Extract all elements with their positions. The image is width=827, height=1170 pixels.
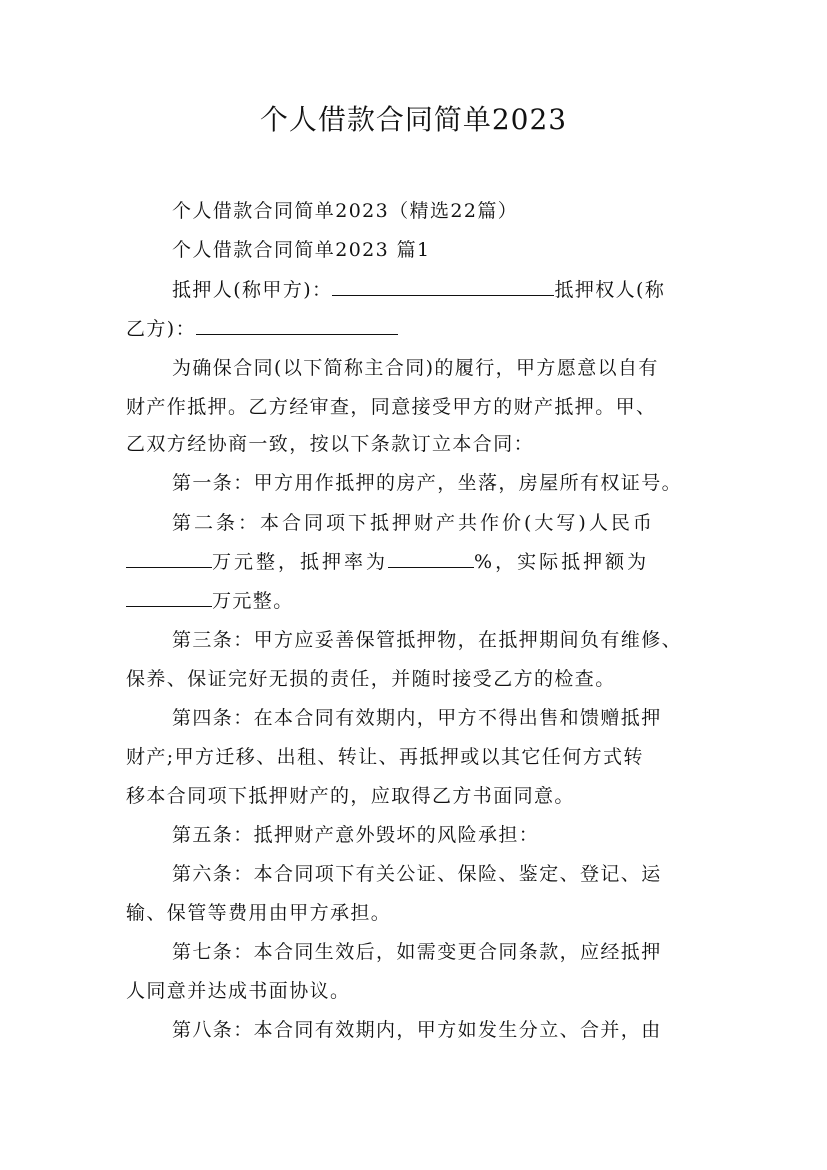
amount-blank [126,588,212,607]
party-line [172,277,706,303]
article-2-line [126,549,706,575]
rate-blank [388,549,474,568]
document-title: 个人借款合同简单2023 [259,103,568,136]
article-4-line: 财产;甲方迁移、出租、转让、再抵押或以其它任何方式转 [126,746,644,768]
article-4-line: 移本合同项下抵押财产的，应取得乙方书面同意。 [126,785,575,807]
party-b-line [126,316,706,342]
article-2-line: 第二条：本合同项下抵押财产共作价(大写)人民币 [172,512,655,534]
article-2-text: 万元整。 [212,590,294,612]
article-8-line: 第八条：本合同有效期内，甲方如发生分立、合并，由 [172,1019,662,1041]
section-heading: 个人借款合同简单2023 篇1 [172,239,431,261]
article-2-line [126,588,706,614]
party-a-blank [332,277,554,296]
party-b-blank [196,316,398,335]
article-3-line: 第三条：甲方应妥善保管抵押物，在抵押期间负有维修、 [172,629,683,651]
article-5: 第五条：抵押财产意外毁坏的风险承担： [172,824,540,846]
article-1: 第一条：甲方用作抵押的房产，坐落，房屋所有权证号。 [172,472,683,494]
document-subtitle: 个人借款合同简单2023（精选22篇） [172,200,519,222]
article-2-text: 万元整，抵押率为 [212,551,389,573]
party-b-label: 抵押权人(称 [554,279,666,301]
article-3-line: 保养、保证完好无损的责任，并随时接受乙方的检查。 [126,668,616,690]
article-4-line: 第四条：在本合同有效期内，甲方不得出售和馈赠抵押 [172,707,662,729]
article-7-line: 人同意并达成书面协议。 [126,980,351,1002]
article-7-line: 第七条：本合同生效后，如需变更合同条款，应经抵押 [172,941,662,963]
article-6-line: 第六条：本合同项下有关公证、保险、鉴定、登记、运 [172,863,662,885]
party-a-label: 抵押人(称甲方)： [172,279,333,301]
paragraph-line: 乙双方经协商一致，按以下条款订立本合同： [126,433,535,455]
paragraph-line: 财产作抵押。乙方经审查，同意接受甲方的财产抵押。甲、 [126,396,657,418]
price-blank [126,549,212,568]
party-b-label-cont: 乙方)： [126,318,197,340]
paragraph-line: 为确保合同(以下简称主合同)的履行，甲方愿意以自有 [172,357,659,379]
article-6-line: 输、保管等费用由甲方承担。 [126,902,392,924]
article-2-text: %，实际抵押额为 [474,551,650,573]
